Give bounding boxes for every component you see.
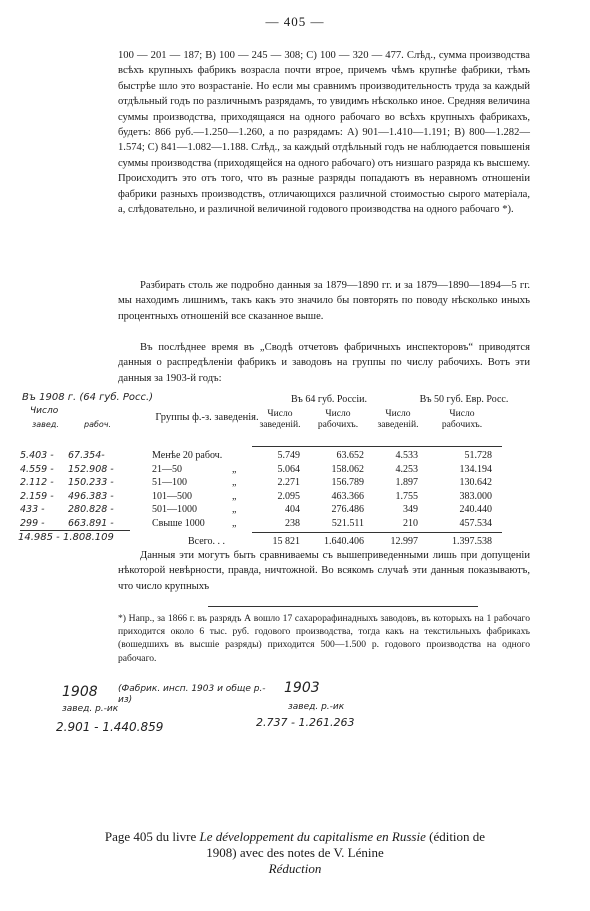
handwritten-establishments: 299 - (20, 517, 45, 529)
group-label: 51—100 (152, 477, 187, 488)
handwritten-establishments: 5.403 - (20, 450, 54, 461)
group-label: 501—1000 (152, 504, 197, 515)
handwritten-note-middle: (Фабрик. инсп. 1903 и обще р.-из) (118, 684, 266, 705)
establishments-50: 4.533 (395, 450, 418, 461)
workers-64: 156.789 (331, 477, 364, 488)
col-header-groups: Группы ф.-з. заведенія. (155, 412, 259, 423)
group-label: 101—500 (152, 490, 192, 502)
total-workers-50: 1.397.538 (452, 536, 492, 547)
handwritten-workers: 150.233 - (68, 477, 114, 488)
paragraph-2-text: Разбирать столь же подробно данныя за 1879—1890 гг. и за 1879—1890—1894—5 гг. мы находимъ лишнимъ, такъ какъ это значило бы повторять по поводу нѣсколько иныхъ процентныхъ отношеній все сказанное выше. (118, 280, 530, 322)
table-total-rule (252, 532, 502, 533)
workers-64: 521.511 (331, 517, 364, 529)
handwritten-header-count: Число (30, 406, 59, 416)
workers-64: 158.062 (331, 463, 364, 475)
total-label: Всего. . . (188, 536, 226, 547)
workers-64: 63.652 (336, 450, 364, 461)
workers-50: 134.194 (459, 463, 492, 475)
workers-50: 51.728 (464, 450, 492, 461)
handwritten-workers: 496.383 - (68, 490, 114, 502)
caption-prefix: Page 405 du livre (104, 829, 200, 844)
col-header-workers-64: Число рабочихъ. (317, 408, 359, 430)
table-row (20, 490, 536, 505)
handwritten-workers: 67.354- (68, 450, 105, 461)
handwritten-year-left: 1908 (62, 684, 98, 700)
handwritten-header-establishments: завед. (32, 420, 59, 429)
workers-50: 240.440 (459, 504, 492, 515)
workers-64: 276.486 (331, 504, 364, 515)
paragraph-4-text: Данныя эти могутъ быть сравниваемы съ вышеприведенными лишь при допущеніи нѣкоторой невѣрности, правда, ничтожной. Во всякомъ случаѣ эти данныя показываютъ, что число крупныхъ (118, 550, 530, 592)
handwritten-header-workers: рабоч. (84, 420, 112, 429)
caption-line-2: 1908) avec des notes de V. Lénine (206, 845, 384, 860)
handwritten-sub-left: завед. р.-ик (62, 704, 119, 714)
establishments-64: 2.095 (277, 490, 300, 502)
group-label: 21—50 (152, 463, 182, 475)
table-row (20, 504, 536, 518)
handwritten-sub-right: завед. р.-ик (288, 702, 345, 712)
paragraph-3 (118, 340, 530, 386)
group-label: Свыше 1000 (152, 517, 205, 529)
establishments-64: 238 (285, 517, 300, 529)
handwritten-workers: 663.891 - (68, 517, 114, 529)
table-row (20, 463, 536, 478)
caption-suffix: (édition de (425, 829, 486, 844)
paragraph-4 (118, 548, 530, 594)
handwritten-workers: 152.908 - (68, 463, 114, 475)
total-workers-64: 1.640.406 (324, 536, 364, 547)
region-50-gub: Въ 50 губ. Евр. Росс. (419, 394, 509, 405)
ditto-mark: „ (232, 477, 237, 488)
caption-reduction: Réduction (268, 861, 322, 876)
caption-book-title: Le développement du capitalisme en Russie (199, 829, 426, 844)
establishments-64: 5.064 (277, 463, 300, 475)
workers-50: 130.642 (459, 477, 492, 488)
footnote (118, 612, 530, 665)
handwritten-year-right: 1903 (284, 680, 320, 696)
establishments-50: 1.897 (395, 477, 418, 488)
handwritten-total: 14.985 - 1.808.109 (18, 532, 114, 543)
paragraph-1-text: 100 — 201 — 187; В) 100 — 245 — 308; С) 100 — 320 — 477. Слѣд., сумма производства всѣхъ крупныхъ фабрикъ возрасла почти втрое, причемъ чѣмъ крупнѣе фабрики, тѣмъ быстрѣе шло это возрастаніе. Но если мы сравнимъ производительность труда за каждый отдѣльный годъ по различнымъ разрядамъ, то увидимъ нѣсколько иное. Средняя величина суммы производства, приходящаяся на одного рабочаго во всѣхъ крупныхъ фабрикахъ, будетъ: 866 руб.—1.250—1.260, а по разрядамъ: А) 901—1.410—1.191; В) 800—1.282—1.574; С) 841—1.082—1.188. Слѣд., за каждый отдѣльный годъ не наблюдается повышенія суммы производства (приходящейся на одного рабочаго) отъ низшаго разряда къ высшему. Происходитъ это отъ того, что въ разные разряды попадаютъ въ неравномъ отношеніи фабрики разныхъ производствъ, отличающихся различной стоимостью сырого матеріала, а, слѣдовательно, и различной величиной годового производства на одного рабочаго *). (118, 50, 530, 216)
paragraph-1 (118, 48, 530, 217)
table-row (20, 450, 536, 464)
establishments-50: 1.755 (395, 490, 418, 502)
caption-line-3 (0, 861, 590, 877)
workers-50: 457.534 (459, 517, 492, 529)
establishments-64: 5.749 (277, 450, 300, 461)
page-number: — 405 — (265, 14, 325, 29)
col-header-establishments-50: Число заведеній. (377, 408, 419, 430)
paragraph-2 (118, 278, 530, 324)
total-establishments-64: 15 821 (272, 536, 300, 547)
handwritten-values-left: 2.901 - 1.440.859 (56, 720, 164, 734)
ditto-mark: „ (232, 517, 237, 529)
paragraph-3-text: Въ послѣднее время въ „Сводѣ отчетовъ фабричныхъ инспекторовъ“ приводятся данныя о распредѣленіи фабрикъ и заводовъ на группы по числу рабочихъ. Вотъ эти данныя за 1903-й годъ: (118, 342, 530, 384)
establishments-50: 4.253 (395, 463, 418, 475)
establishments-50: 210 (403, 517, 418, 529)
footnote-rule (208, 606, 478, 607)
handwritten-header-1908: Въ 1908 г. (64 губ. Росс.) (22, 392, 154, 403)
col-header-workers-50: Число рабочихъ. (441, 408, 483, 430)
handwritten-total-rule (20, 530, 130, 531)
page-caption (0, 829, 590, 877)
total-establishments-50: 12.997 (390, 536, 418, 547)
footnote-text: *) Напр., за 1866 г. въ разрядъ А вошло 17 сахарорафинадныхъ заводовъ, въ которыхъ на 1 рабочаго приходится около 6 тыс. руб. годового производства, тогда какъ на текстильныхъ фабрикахъ (вошедшихъ въ высшіе разряды) приходится 500—1.500 р. годового производства на одного рабочаго. (118, 613, 530, 664)
handwritten-workers: 280.828 - (68, 504, 114, 515)
establishments-64: 404 (285, 504, 300, 515)
handwritten-values-right: 2.737 - 1.261.263 (256, 716, 355, 729)
handwritten-establishments: 2.159 - (20, 490, 54, 502)
ditto-mark: „ (232, 504, 237, 515)
caption-line-1 (0, 829, 590, 845)
region-64-gub: Въ 64 губ. Россіи. (291, 394, 367, 405)
workers-50: 383.000 (459, 490, 492, 502)
handwritten-establishments: 433 - (20, 504, 45, 515)
ditto-mark: „ (232, 490, 237, 502)
handwritten-establishments: 2.112 - (20, 477, 54, 488)
group-label: Менѣе 20 рабоч. (152, 450, 223, 461)
table-header-rule (252, 446, 502, 447)
establishments-64: 2.271 (277, 477, 300, 488)
table-row (20, 477, 536, 491)
establishments-50: 349 (403, 504, 418, 515)
workers-64: 463.366 (331, 490, 364, 502)
ditto-mark: „ (232, 463, 237, 475)
handwritten-establishments: 4.559 - (20, 463, 54, 475)
col-header-establishments-64: Число заведеній. (259, 408, 301, 430)
